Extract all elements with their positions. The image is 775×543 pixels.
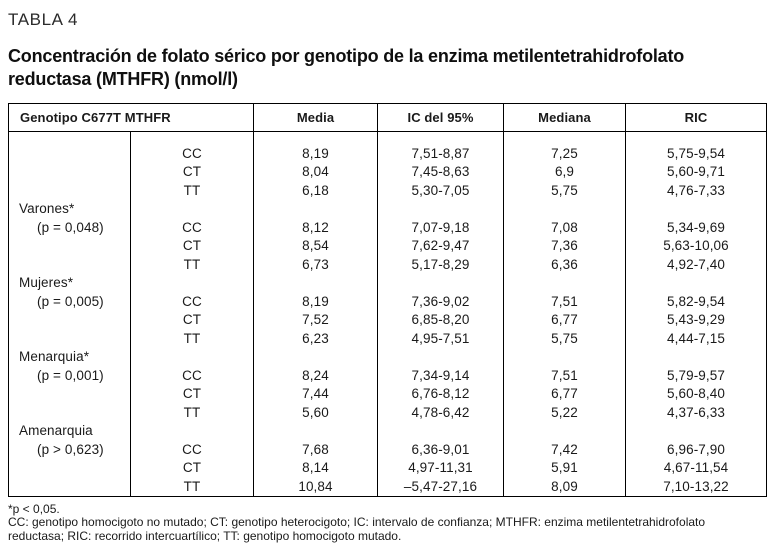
- ic95-cell: 4,95-7,51: [378, 330, 504, 349]
- mediana-cell: 6,77: [504, 385, 626, 404]
- column-header-ric: RIC: [626, 104, 767, 132]
- group-label-cell: [9, 385, 131, 404]
- ric-cell: 5,34-9,69: [626, 219, 767, 238]
- media-cell: 8,24: [254, 367, 378, 386]
- ric-cell: 5,82-9,54: [626, 293, 767, 312]
- group-name-row: [9, 348, 767, 367]
- ic95-cell: 7,51-8,87: [378, 145, 504, 164]
- genotype-cell: CC: [131, 367, 254, 386]
- ic95-cell: 6,85-8,20: [378, 311, 504, 330]
- table-row: [9, 311, 767, 330]
- mediana-cell: 7,25: [504, 145, 626, 164]
- media-cell: 6,18: [254, 182, 378, 201]
- media-cell: 8,54: [254, 237, 378, 256]
- mediana-cell: 7,51: [504, 367, 626, 386]
- group-name-cell: Amenarquia: [19, 423, 93, 438]
- group-label-cell: [9, 237, 131, 256]
- group-label-cell: [9, 182, 131, 201]
- ric-cell: 4,37-6,33: [626, 404, 767, 423]
- genotype-cell: CT: [131, 385, 254, 404]
- media-cell: 8,19: [254, 293, 378, 312]
- ic95-cell: 5,17-8,29: [378, 256, 504, 275]
- table-row: [9, 404, 767, 423]
- genotype-cell: TT: [131, 404, 254, 423]
- table-row: [9, 330, 767, 349]
- group-pvalue-cell: (p = 0,001): [37, 367, 104, 383]
- abbreviations-footnote: CC: genotipo homocigoto no mutado; CT: genotipo heterocigoto; IC: intervalo de confianza; MTHFR: enzima metilentetrahidrofolato reductasa; RIC: recorrido intercuartílico; TT: genotipo homocigoto mutado.: [8, 515, 706, 543]
- media-cell: 8,14: [254, 459, 378, 478]
- ric-cell: 5,60-9,71: [626, 163, 767, 182]
- ric-cell: 6,96-7,90: [626, 441, 767, 460]
- group-name-cell: Menarquia*: [19, 349, 90, 364]
- ric-cell: 4,67-11,54: [626, 459, 767, 478]
- table-row: [9, 441, 767, 460]
- group-label-cell: [9, 145, 131, 164]
- table-title: Concentración de folato sérico por genotipo de la enzima metilentetrahidrofolato reductasa (MTHFR) (nmol/l): [8, 46, 685, 89]
- ic95-cell: 7,62-9,47: [378, 237, 504, 256]
- genotype-cell: TT: [131, 182, 254, 201]
- mediana-cell: 7,36: [504, 237, 626, 256]
- mediana-cell: 5,91: [504, 459, 626, 478]
- genotype-cell: CC: [131, 293, 254, 312]
- table-row: [9, 163, 767, 182]
- ic95-cell: 4,97-11,31: [378, 459, 504, 478]
- ric-cell: 7,10-13,22: [626, 478, 767, 497]
- group-label-cell: [9, 404, 131, 423]
- ric-cell: 4,76-7,33: [626, 182, 767, 201]
- media-cell: 6,23: [254, 330, 378, 349]
- genotype-cell: CC: [131, 219, 254, 238]
- table-header: [9, 104, 767, 132]
- media-cell: 8,04: [254, 163, 378, 182]
- group-label-cell: [9, 256, 131, 275]
- mediana-cell: 8,09: [504, 478, 626, 497]
- ric-cell: 4,44-7,15: [626, 330, 767, 349]
- mediana-cell: 5,75: [504, 182, 626, 201]
- ic95-cell: 4,78-6,42: [378, 404, 504, 423]
- media-cell: 7,52: [254, 311, 378, 330]
- ic95-cell: 6,36-9,01: [378, 441, 504, 460]
- media-cell: 6,73: [254, 256, 378, 275]
- ric-cell: 5,75-9,54: [626, 145, 767, 164]
- folate-genotype-table: [8, 103, 767, 497]
- mediana-cell: 7,42: [504, 441, 626, 460]
- group-pvalue-cell: (p = 0,048): [37, 219, 104, 235]
- media-cell: 8,12: [254, 219, 378, 238]
- media-cell: 5,60: [254, 404, 378, 423]
- ic95-cell: 6,76-8,12: [378, 385, 504, 404]
- ic95-cell: 7,34-9,14: [378, 367, 504, 386]
- mediana-cell: 7,51: [504, 293, 626, 312]
- table-row: [9, 256, 767, 275]
- genotype-cell: CT: [131, 459, 254, 478]
- group-pvalue-cell: (p = 0,005): [37, 293, 104, 309]
- mediana-cell: 5,22: [504, 404, 626, 423]
- mediana-cell: 6,36: [504, 256, 626, 275]
- table-row: [9, 237, 767, 256]
- ric-cell: 5,60-8,40: [626, 385, 767, 404]
- genotype-cell: CC: [131, 145, 254, 164]
- group-label-cell: [9, 478, 131, 497]
- header-row: [9, 104, 767, 132]
- column-header-media: Media: [254, 104, 378, 132]
- group-name-row: [9, 200, 767, 219]
- ic95-cell: –5,47-27,16: [378, 478, 504, 497]
- genotype-cell: CT: [131, 163, 254, 182]
- group-label-cell: [9, 330, 131, 349]
- table-row: [9, 459, 767, 478]
- group-label-cell: [9, 163, 131, 182]
- genotype-cell: CC: [131, 441, 254, 460]
- media-cell: 7,44: [254, 385, 378, 404]
- mediana-cell: 7,08: [504, 219, 626, 238]
- table-row: [9, 478, 767, 497]
- table-number-label: TABLA 4: [8, 10, 79, 29]
- genotype-cell: TT: [131, 330, 254, 349]
- spacer-row: [9, 132, 767, 145]
- table-row: [9, 219, 767, 238]
- table-row: [9, 145, 767, 164]
- ic95-cell: 7,45-8,63: [378, 163, 504, 182]
- column-header-genotype: Genotipo C677T MTHFR: [9, 104, 254, 132]
- table-row: [9, 182, 767, 201]
- mediana-cell: 6,9: [504, 163, 626, 182]
- genotype-cell: TT: [131, 256, 254, 275]
- table-body: [9, 132, 767, 497]
- group-name-row: [9, 422, 767, 441]
- media-cell: 7,68: [254, 441, 378, 460]
- ic95-cell: 7,07-9,18: [378, 219, 504, 238]
- table-row: [9, 385, 767, 404]
- media-cell: 8,19: [254, 145, 378, 164]
- group-name-cell: Varones*: [19, 201, 75, 216]
- group-name-cell: Mujeres*: [19, 275, 74, 290]
- media-cell: 10,84: [254, 478, 378, 497]
- column-header-ic95: IC del 95%: [378, 104, 504, 132]
- group-label-cell: [9, 459, 131, 478]
- group-name-row: [9, 274, 767, 293]
- group-label-cell: [9, 311, 131, 330]
- ric-cell: 5,43-9,29: [626, 311, 767, 330]
- mediana-cell: 6,77: [504, 311, 626, 330]
- group-pvalue-cell: (p > 0,623): [37, 441, 104, 457]
- genotype-cell: CT: [131, 311, 254, 330]
- table-row: [9, 367, 767, 386]
- ic95-cell: 5,30-7,05: [378, 182, 504, 201]
- ric-cell: 5,79-9,57: [626, 367, 767, 386]
- ric-cell: 5,63-10,06: [626, 237, 767, 256]
- table-row: [9, 293, 767, 312]
- mediana-cell: 5,75: [504, 330, 626, 349]
- significance-footnote: *p < 0,05.: [8, 502, 60, 516]
- genotype-cell: CT: [131, 237, 254, 256]
- ric-cell: 4,92-7,40: [626, 256, 767, 275]
- column-header-mediana: Mediana: [504, 104, 626, 132]
- ic95-cell: 7,36-9,02: [378, 293, 504, 312]
- genotype-cell: TT: [131, 478, 254, 497]
